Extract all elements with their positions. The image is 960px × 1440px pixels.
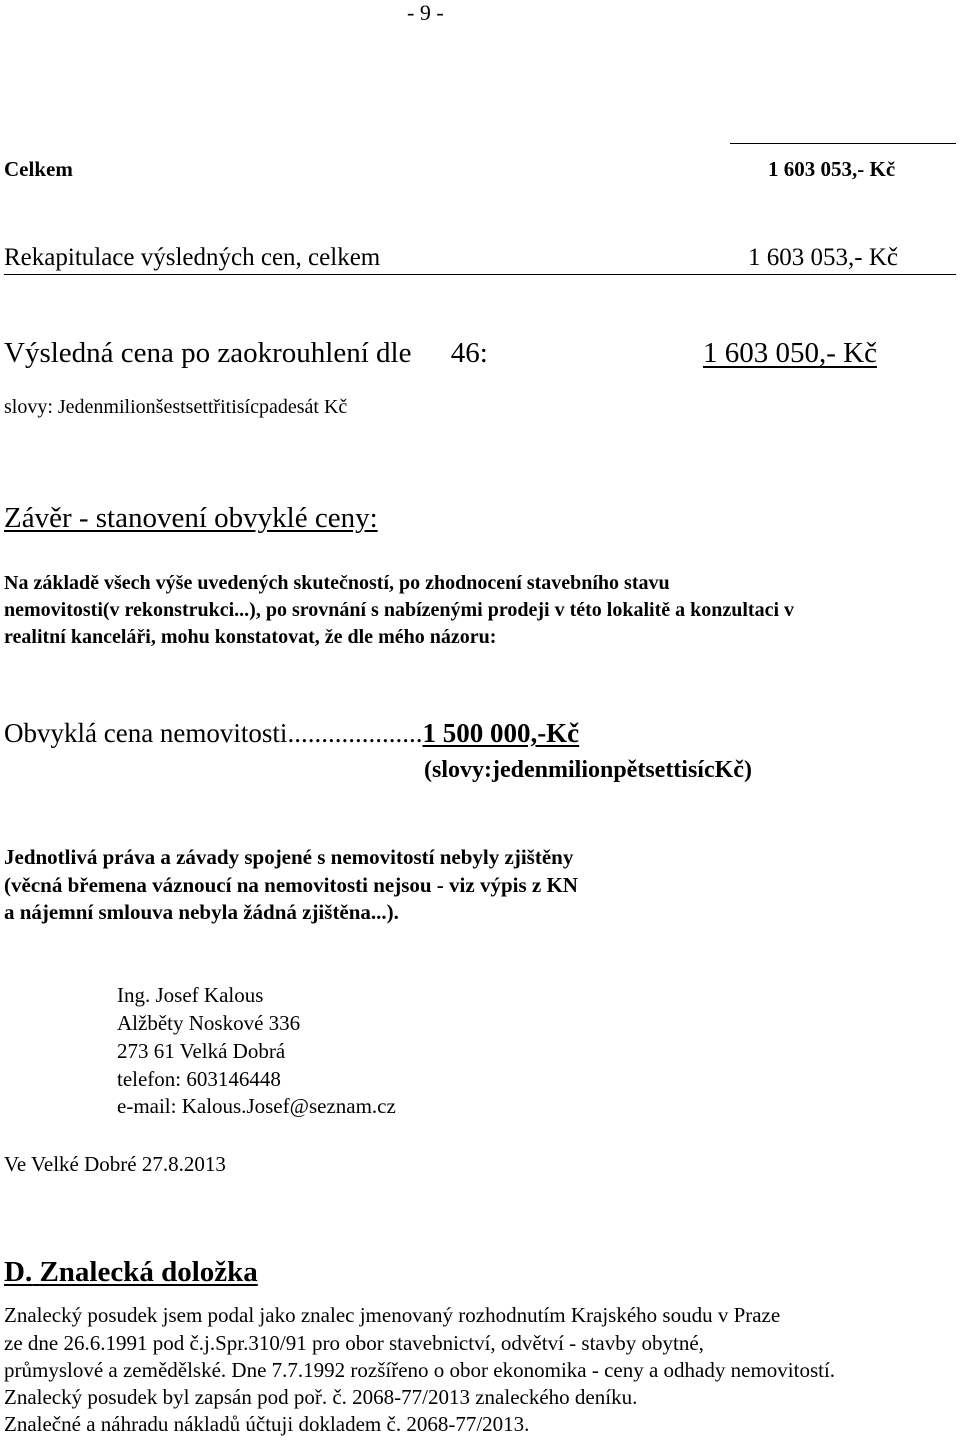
- rounded-in-words: slovy: Jedenmilionšestsettřitisícpadesát Kč: [4, 396, 348, 418]
- clause-line-1: Znalecký posudek jsem podal jako znalec jmenovaný rozhodnutím Krajského soudu v Praze: [4, 1303, 781, 1327]
- total-label: Celkem: [4, 157, 73, 181]
- page-number: - 9 -: [407, 0, 444, 25]
- recap-value: 1 603 053,- Kč: [748, 244, 898, 271]
- conclusion-line-3: realitní kanceláři, mohu konstatovat, že dle mého názoru:: [4, 626, 497, 648]
- recap-label: Rekapitulace výsledných cen, celkem: [4, 244, 381, 271]
- rights-line-1: Jednotlivá práva a závady spojené s nemovitostí nebyly zjištěny: [4, 845, 574, 869]
- total-value: 1 603 053,- Kč: [768, 157, 896, 181]
- clause-title: Znalecká doložka: [39, 1256, 258, 1288]
- rounded-label: [4, 337, 488, 370]
- clause-line-3: průmyslové a zemědělské. Dne 7.7.1992 rozšířeno o obor ekonomika - ceny a odhady nemovitostí.: [4, 1358, 836, 1382]
- usual-price-line: [4, 718, 579, 749]
- clause-heading: [4, 1256, 258, 1289]
- clause-prefix: D.: [4, 1256, 33, 1288]
- rights-line-3: a nájemní smlouva nebyla žádná zjištěna...).: [4, 900, 399, 924]
- usual-price-in-words: (slovy:jedenmilionpětsettisícKč): [424, 757, 752, 783]
- clause-line-5: Znalečné a náhradu nákladů účtuji dokladem č. 2068-77/2013.: [4, 1412, 530, 1436]
- signature-phone: telefon: 603146448: [117, 1067, 281, 1091]
- rounded-ref: 46:: [450, 337, 488, 369]
- clause-line-4: Znalecký posudek byl zapsán pod poř. č. 2068-77/2013 znaleckého deníku.: [4, 1385, 638, 1409]
- clause-line-2: ze dne 26.6.1991 pod č.j.Spr.310/91 pro obor stavebnictví, odvětví - stavby obytné,: [4, 1331, 704, 1355]
- usual-price-value: 1 500 000,-Kč: [422, 718, 580, 748]
- total-rule: [730, 143, 956, 144]
- signature-email: e-mail: Kalous.Josef@seznam.cz: [117, 1094, 396, 1118]
- conclusion-line-2: nemovitosti(v rekonstrukci...), po srovnání s nabízenými prodeji v této lokalitě a konzultaci v: [4, 599, 795, 621]
- conclusion-line-1: Na základě všech výše uvedených skutečností, po zhodnocení stavebního stavu: [4, 572, 670, 594]
- recap-rule: [4, 274, 956, 275]
- conclusion-heading: Závěr - stanovení obvyklé ceny:: [4, 502, 378, 534]
- signature-name: Ing. Josef Kalous: [117, 983, 264, 1007]
- rounded-value: 1 603 050,- Kč: [703, 337, 877, 369]
- signature-city: 273 61 Velká Dobrá: [117, 1039, 286, 1063]
- rounded-label-text: Výsledná cena po zaokrouhlení dle: [4, 337, 412, 369]
- usual-price-dots: ....................: [287, 718, 423, 748]
- place-date: Ve Velké Dobré 27.8.2013: [4, 1152, 226, 1176]
- signature-street: Alžběty Noskové 336: [117, 1011, 301, 1035]
- usual-price-label: Obvyklá cena nemovitosti: [4, 718, 288, 748]
- rights-line-2: (věcná břemena váznoucí na nemovitosti nejsou - viz výpis z KN: [4, 873, 578, 897]
